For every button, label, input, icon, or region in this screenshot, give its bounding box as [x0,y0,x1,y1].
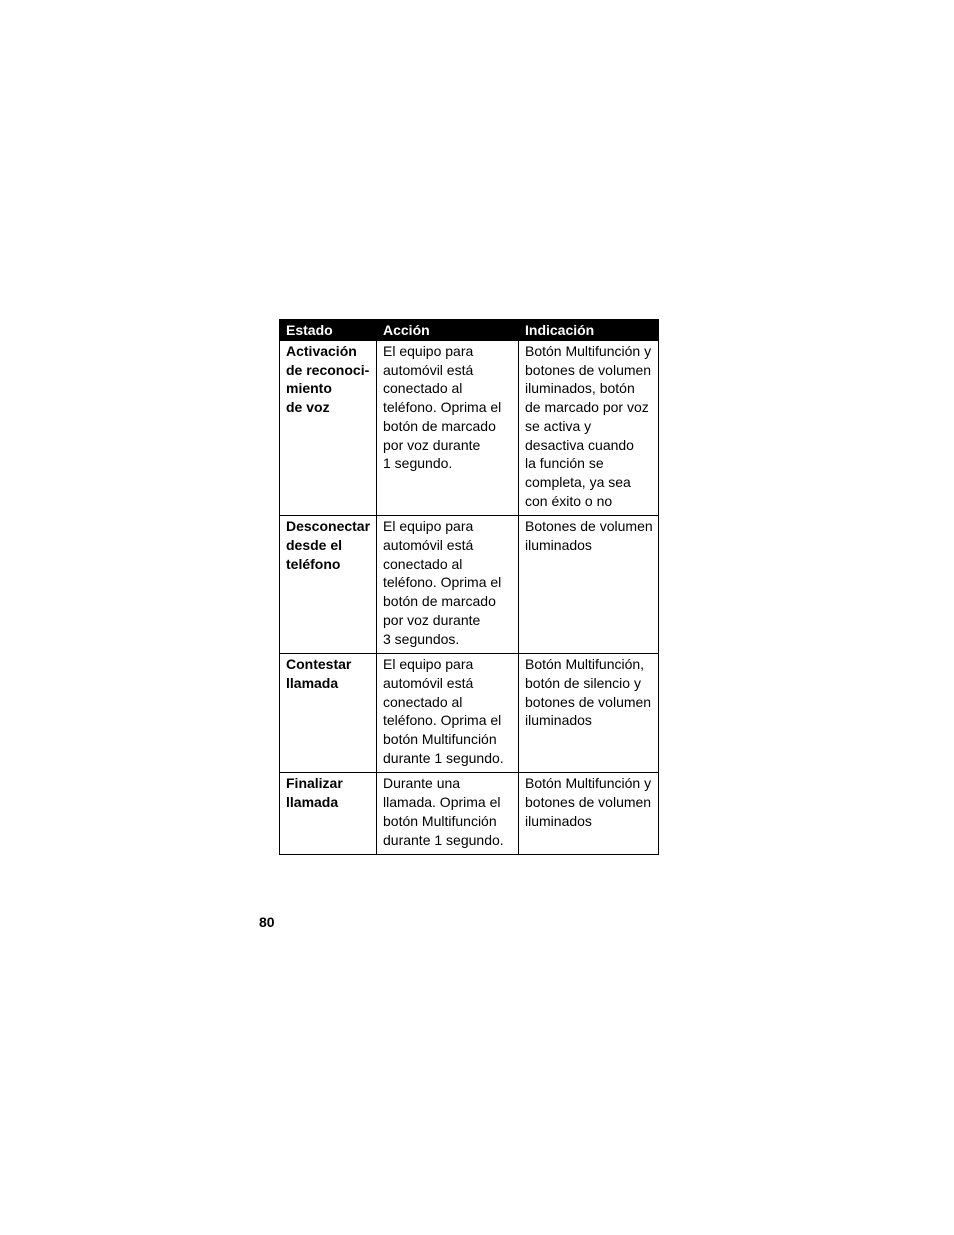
table-row [280,516,659,654]
indication-cell: Botones de volumen iluminados [519,516,659,654]
table-row [280,773,659,855]
indication-cell: Botón Multifunción y botones de volumen iluminados, botón de marcado por voz se activa y desactiva cuando la función se completa, ya sea con éxito o no [519,341,659,516]
header-accion: Acción [377,320,519,341]
action-cell: El equipo para automóvil está conectado al teléfono. Oprima el botón Multifunción durante 1 segundo. [377,654,519,773]
table-row [280,654,659,773]
indication-cell: Botón Multifunción y botones de volumen iluminados [519,773,659,855]
state-cell: Finalizar llamada [280,773,377,855]
state-cell: Desconectar desde el teléfono [280,516,377,654]
state-cell: Contestar llamada [280,654,377,773]
table-header-row [280,320,659,341]
action-cell: Durante una llamada. Oprima el botón Multifunción durante 1 segundo. [377,773,519,855]
indication-cell: Botón Multifunción, botón de silencio y botones de volumen iluminados [519,654,659,773]
table-row [280,341,659,516]
header-estado: Estado [280,320,377,341]
action-cell: El equipo para automóvil está conectado al teléfono. Oprima el botón de marcado por voz durante 1 segundo. [377,341,519,516]
status-table [279,319,659,855]
action-cell: El equipo para automóvil está conectado al teléfono. Oprima el botón de marcado por voz durante 3 segundos. [377,516,519,654]
state-cell: Activación de reconoci- miento de voz [280,341,377,516]
page-number: 80 [259,914,275,930]
header-indicacion: Indicación [519,320,659,341]
